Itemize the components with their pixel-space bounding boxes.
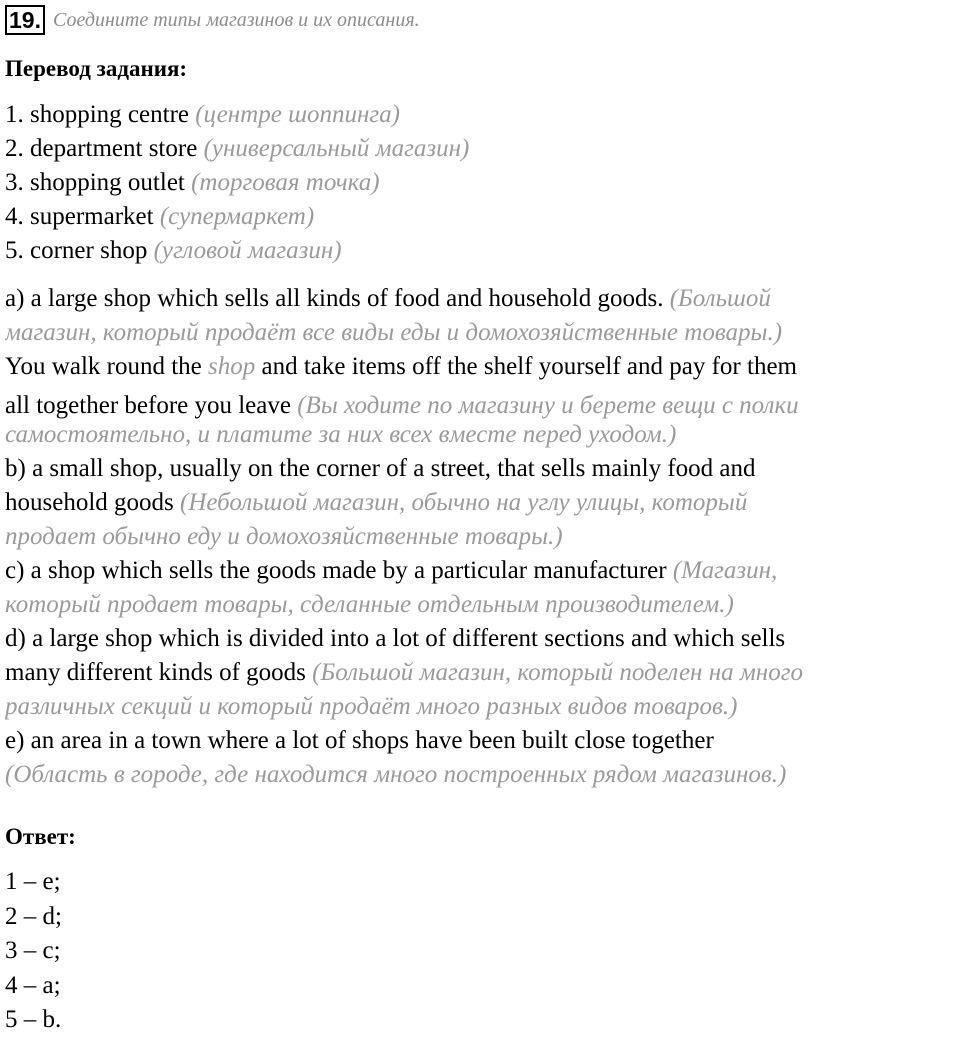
shop-type-en: 5. corner shop <box>5 237 148 264</box>
description-a-translation-line: самостоятельно, и платите за них всех вместе перед уходом.) <box>5 421 677 448</box>
description-a-line <box>5 350 957 384</box>
task-header <box>5 5 420 37</box>
shop-type-list <box>5 98 469 268</box>
list-item <box>5 98 469 132</box>
answer-item: 2 – d; <box>5 902 62 930</box>
list-item <box>5 234 469 268</box>
answer-list <box>5 865 62 1038</box>
description-a-translation: (Вы ходите по магазину и берете вещи с полки <box>297 392 799 419</box>
shop-type-ru: (угловой магазин) <box>153 237 342 264</box>
shop-type-ru: (супермаркет) <box>159 203 315 230</box>
task-number: 19. <box>5 5 45 35</box>
shop-type-ru: (торговая точка) <box>191 169 380 196</box>
description-c-translation: (Магазин, <box>672 557 778 584</box>
description-b-line <box>5 486 957 520</box>
description-a-text: a) a large shop which sells all kinds of food and household goods. <box>5 285 664 312</box>
answer-item: 4 – a; <box>5 971 61 999</box>
answer-item: 1 – e; <box>5 868 61 895</box>
shop-type-en: 3. shopping outlet <box>5 169 185 196</box>
description-a-line <box>5 282 957 316</box>
description-d-line: d) a large shop which is divided into a lot of different sections and which sells <box>5 625 786 652</box>
description-d-translation: (Большой магазин, который поделен на много <box>312 659 803 686</box>
description-d-translation-line: различных секций и который продаёт много разных видов товаров.) <box>5 693 738 720</box>
description-b-translation-line: продает обычно еду и домохозяйственные товары.) <box>5 523 563 550</box>
description-a-translation: (Большой <box>669 285 771 312</box>
description-d-line <box>5 656 957 690</box>
list-item <box>5 200 469 234</box>
description-b-translation: (Небольшой магазин, обычно на углу улицы, который <box>180 489 748 516</box>
description-b-line: b) a small shop, usually on the corner of a street, that sells mainly food and <box>5 455 756 482</box>
answer-item: 3 – c; <box>5 937 61 964</box>
description-c-translation-line: который продает товары, сделанные отдельным производителем.) <box>5 591 734 618</box>
description-a-highlight-word: shop <box>208 353 256 380</box>
shop-type-en: 2. department store <box>5 135 198 162</box>
description-c-text: c) a shop which sells the goods made by a particular manufacturer <box>5 557 667 584</box>
description-a-translation-line: магазин, который продаёт все виды еды и домохозяйственные товары.) <box>5 319 783 346</box>
list-item <box>5 132 469 166</box>
answer-item: 5 – b. <box>5 1006 62 1033</box>
descriptions <box>5 282 957 792</box>
list-item <box>5 166 469 200</box>
description-d-text: many different kinds of goods <box>5 659 306 686</box>
description-a-text: You walk round the <box>5 353 202 380</box>
description-e-line: e) an area in a town where a lot of shops have been built close together <box>5 727 714 754</box>
description-b-text: household goods <box>5 489 174 516</box>
shop-type-ru: (универсальный магазин) <box>203 135 470 162</box>
description-a-text: and take items off the shelf yourself and pay for them <box>261 353 797 380</box>
shop-type-en: 1. shopping centre <box>5 101 189 128</box>
task-instruction: Соедините типы магазинов и их описания. <box>52 8 420 31</box>
translation-heading: Перевод задания: <box>5 56 188 81</box>
description-c-line <box>5 554 957 588</box>
description-a-text: all together before you leave <box>5 392 291 419</box>
description-e-translation-line: (Область в городе, где находится много построенных рядом магазинов.) <box>5 761 787 788</box>
shop-type-ru: (центре шоппинга) <box>195 101 400 128</box>
answer-heading: Ответ: <box>5 824 76 849</box>
shop-type-en: 4. supermarket <box>5 203 154 230</box>
